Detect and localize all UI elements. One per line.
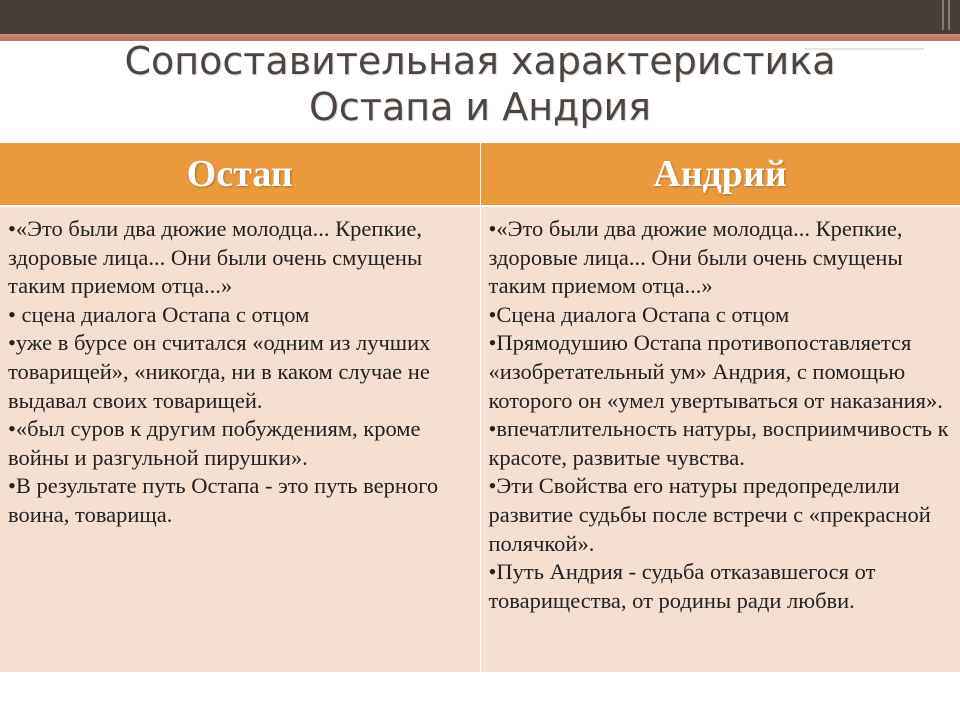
andriy-item: •Прямодушию Остапа противопоставляется «изобретательный ум» Андрия, с помощью которого он «умел увертываться от наказания». (488, 330, 943, 413)
andriy-item: •Путь Андрия - судьба отказавшегося от товарищества, от родины ради любви. (488, 559, 876, 613)
comparison-table (0, 143, 960, 672)
ostap-item: • сцена диалога Остапа с отцом (8, 301, 310, 327)
ostap-item: •«Это были два дюжие молодца... Крепкие, здоровые лица... Они были очень смущены таким приемом отца...» (8, 216, 423, 299)
corner-lines-decor (936, 0, 950, 30)
header-ostap: Остап (0, 143, 480, 206)
table-header-row (0, 143, 960, 206)
ostap-item: •В результате путь Остапа - это путь верного воина, товарища. (8, 473, 439, 527)
andriy-item: •Сцена диалога Остапа с отцом (488, 301, 790, 327)
top-decor-bar (0, 0, 960, 34)
slide-title-line-2: Остапа и Андрия (309, 85, 651, 129)
ostap-item: •«был суров к другим побуждениям, кроме войны и разгульной пирушки». (8, 416, 421, 470)
andriy-item: •Эти Свойства его натуры предопределили развитие судьбы после встречи с «прекрасной полячкой». (488, 473, 931, 556)
slide-title (0, 38, 960, 130)
andriy-cell (480, 206, 960, 672)
andriy-item: •«Это были два дюжие молодца... Крепкие, здоровые лица... Они были очень смущены таким приемом отца...» (488, 216, 903, 299)
ostap-item: •уже в бурсе он считался «одним из лучших товарищей», «никогда, ни в каком случае не выдавал своих товарищей. (8, 330, 431, 413)
table-row (0, 206, 960, 672)
slide-title-line-1: Сопоставительная характеристика (124, 39, 836, 83)
ostap-cell (0, 206, 480, 672)
header-andriy: Андрий (480, 143, 960, 206)
andriy-item: •впечатлительность натуры, восприимчивость к красоте, развитые чувства. (488, 416, 949, 470)
